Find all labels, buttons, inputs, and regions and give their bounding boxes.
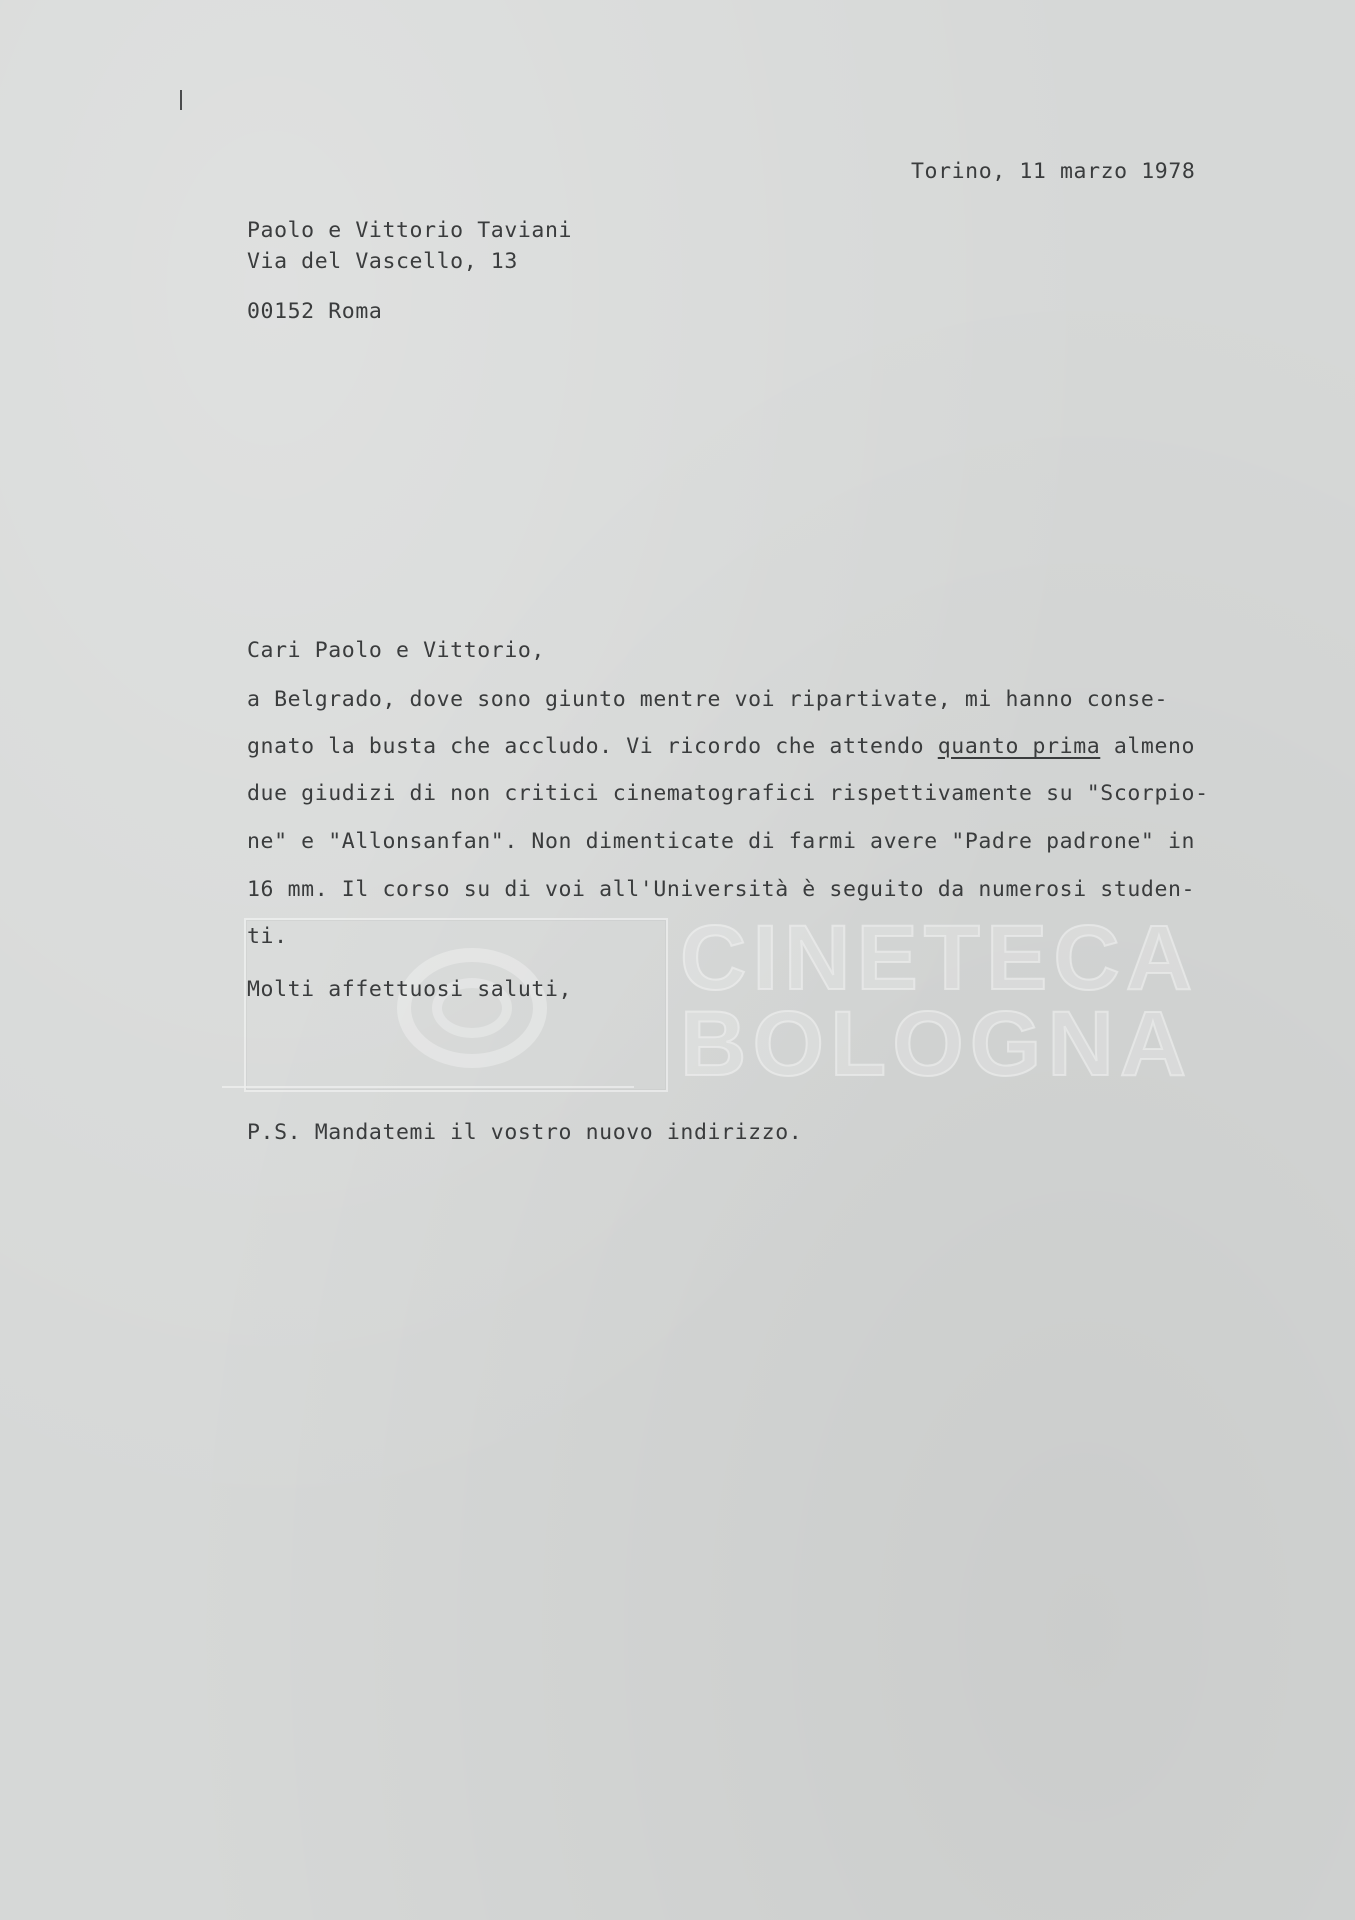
recipient-name: Paolo e Vittorio Taviani [247, 218, 573, 243]
margin-mark [180, 90, 182, 110]
body-line-4: ne" e "Allonsanfan". Non dimenticate di farmi avere "Padre padrone" in [247, 829, 1196, 854]
body-line-6: ti. [247, 924, 288, 949]
body-line-2 [247, 735, 1195, 759]
underlined-phrase: quanto prima [937, 734, 1101, 759]
watermark-frame-base [222, 1086, 634, 1088]
body-line-1: a Belgrado, dove sono giunto mentre voi ripartivate, mi hanno conse- [247, 687, 1168, 712]
body-line-2-end: almeno [1100, 734, 1196, 759]
body-line-5: 16 mm. Il corso su di voi all'Università è seguito da numerosi studen- [247, 877, 1196, 902]
letter-date: Torino, 11 marzo 1978 [911, 159, 1196, 184]
watermark-text-line2: BOLOGNA [680, 993, 1193, 1095]
body-line-2-start: gnato la busta che accludo. Vi ricordo che attendo [247, 734, 938, 759]
letter-salutation: Cari Paolo e Vittorio, [247, 638, 545, 663]
letter-postscript: P.S. Mandatemi il vostro nuovo indirizzo. [247, 1120, 803, 1145]
letter-closing: Molti affettuosi saluti, [247, 977, 573, 1002]
recipient-street: Via del Vascello, 13 [247, 249, 518, 274]
recipient-city: 00152 Roma [247, 299, 383, 324]
body-line-3: due giudizi di non critici cinematografici rispettivamente su "Scorpio- [247, 781, 1209, 806]
cineteca-bologna-watermark [222, 907, 1199, 1098]
watermark-text-line1: CINETECA [680, 907, 1199, 1009]
